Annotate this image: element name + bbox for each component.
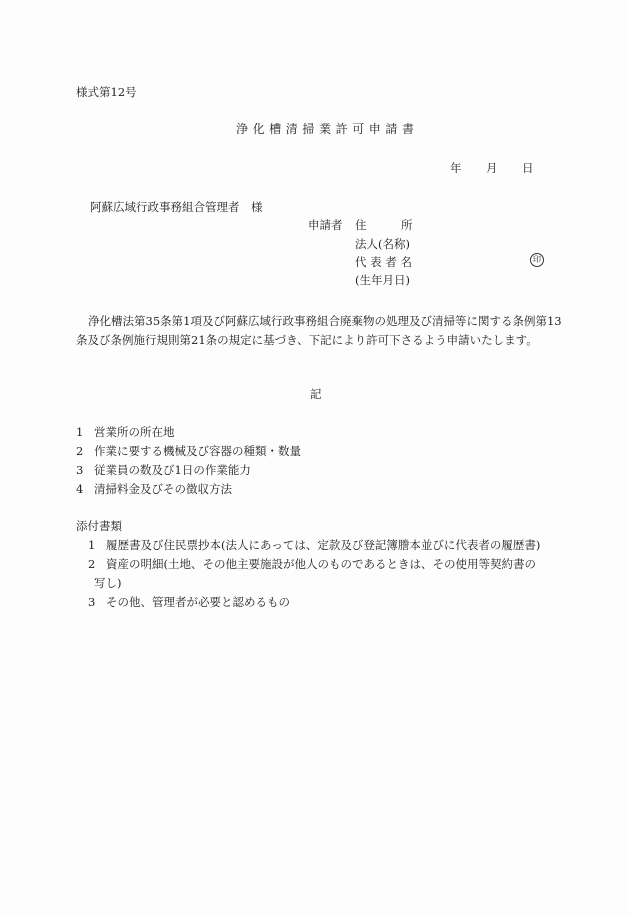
applicant-label: 申請者 xyxy=(308,218,343,232)
date-year: 年 xyxy=(450,161,462,175)
attachment-item: 3 その他、管理者が必要と認めるもの xyxy=(88,595,290,609)
field-representative: 代 表 者 名 xyxy=(355,255,412,269)
list-item: 2 作業に要する機械及び容器の種類・数量 xyxy=(76,444,301,458)
attachment-item: 2 資産の明細(土地、その他主要施設が他人のものであるときは、その使用等契約書の xyxy=(88,557,536,571)
seal-icon: 印 xyxy=(530,253,544,267)
document-title: 浄化槽清掃業許可申請書 xyxy=(236,122,419,136)
form-number: 様式第12号 xyxy=(76,85,137,99)
list-item: 3 従業員の数及び1日の作業能力 xyxy=(76,463,251,477)
ki-heading: 記 xyxy=(310,387,322,401)
field-birthdate: (生年月日) xyxy=(355,273,410,287)
attachment-item: 1 履歴書及び住民票抄本(法人にあっては、定款及び登記簿謄本並びに代表者の履歴書) xyxy=(88,538,541,552)
body-paragraph: 浄化槽法第35条第1項及び阿蘇広域行政事務組合廃棄物の処理及び清掃等に関する条例第13条及び条例施行規則第21条の規定に基づき、下記により許可下さるよう申請いたします。 xyxy=(76,314,562,347)
list-item: 1 営業所の所在地 xyxy=(76,425,175,439)
attachment-item-continuation: 写し) xyxy=(94,576,122,590)
field-address: 住 所 xyxy=(355,218,413,232)
date-day: 日 xyxy=(522,161,534,175)
attachments-title: 添付書類 xyxy=(76,519,122,533)
field-corporation: 法人(名称) xyxy=(355,237,410,251)
addressee: 阿蘇広域行政事務組合管理者 様 xyxy=(90,200,263,214)
list-item: 4 清掃料金及びその徴収方法 xyxy=(76,482,232,496)
date-month: 月 xyxy=(486,161,498,175)
